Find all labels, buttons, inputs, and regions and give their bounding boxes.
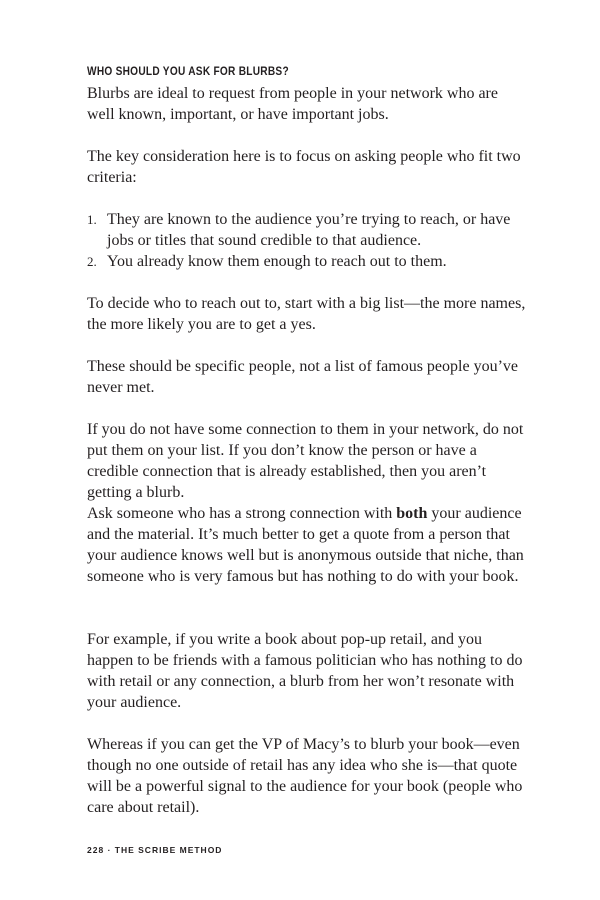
list-item <box>87 209 527 251</box>
paragraph-connection: If you do not have some connection to them in your network, do not put them on your list. If you don’t know the person or have a credible connection that is already established, then you aren’t getting a blurb. <box>87 421 524 501</box>
paragraph-intro: Blurbs are ideal to request from people in your network who are well known, important, or have important jobs. <box>87 85 498 123</box>
paragraph-example: For example, if you write a book about pop-up retail, and you happen to be friends with a famous politician who has nothing to do with retail or any connection, a blurb from her won’t resonate with your audience. <box>87 631 523 711</box>
criteria-list <box>87 209 527 272</box>
emphasis-bold: both <box>396 505 428 522</box>
list-number: 2. <box>87 254 97 269</box>
list-number: 1. <box>87 212 97 227</box>
section-heading: WHO SHOULD YOU ASK FOR BLURBS? <box>87 66 289 78</box>
footer-separator: · <box>107 845 112 855</box>
emphasis-after: your audience and the material. It’s much better to get a quote from a person that your audience knows well but is anonymous outside that niche, than someone who is very famous but has nothing to do with your book. <box>87 505 524 585</box>
paragraph-strong-connection <box>87 503 527 587</box>
list-item-text: They are known to the audience you’re trying to reach, or have jobs or titles that sound credible to that audience. <box>107 211 511 249</box>
list-item <box>87 251 527 272</box>
list-item-text: You already know them enough to reach out to them. <box>107 253 447 270</box>
paragraph-specific-people: These should be specific people, not a list of famous people you’ve never met. <box>87 358 518 396</box>
paragraph-big-list: To decide who to reach out to, start with a big list—the more names, the more likely you are to get a yes. <box>87 295 526 333</box>
emphasis-before: Ask someone who has a strong connection with <box>87 505 397 522</box>
paragraph-criteria-intro: The key consideration here is to focus on asking people who fit two criteria: <box>87 148 521 186</box>
book-title: THE SCRIBE METHOD <box>114 845 223 855</box>
page-footer <box>87 845 222 855</box>
page-number: 228 <box>87 845 105 855</box>
paragraph-whereas: Whereas if you can get the VP of Macy’s to blurb your book—even though no one outside of retail has any idea who she is—that quote will be a powerful signal to the audience for your book (people who care about retail). <box>87 736 523 816</box>
